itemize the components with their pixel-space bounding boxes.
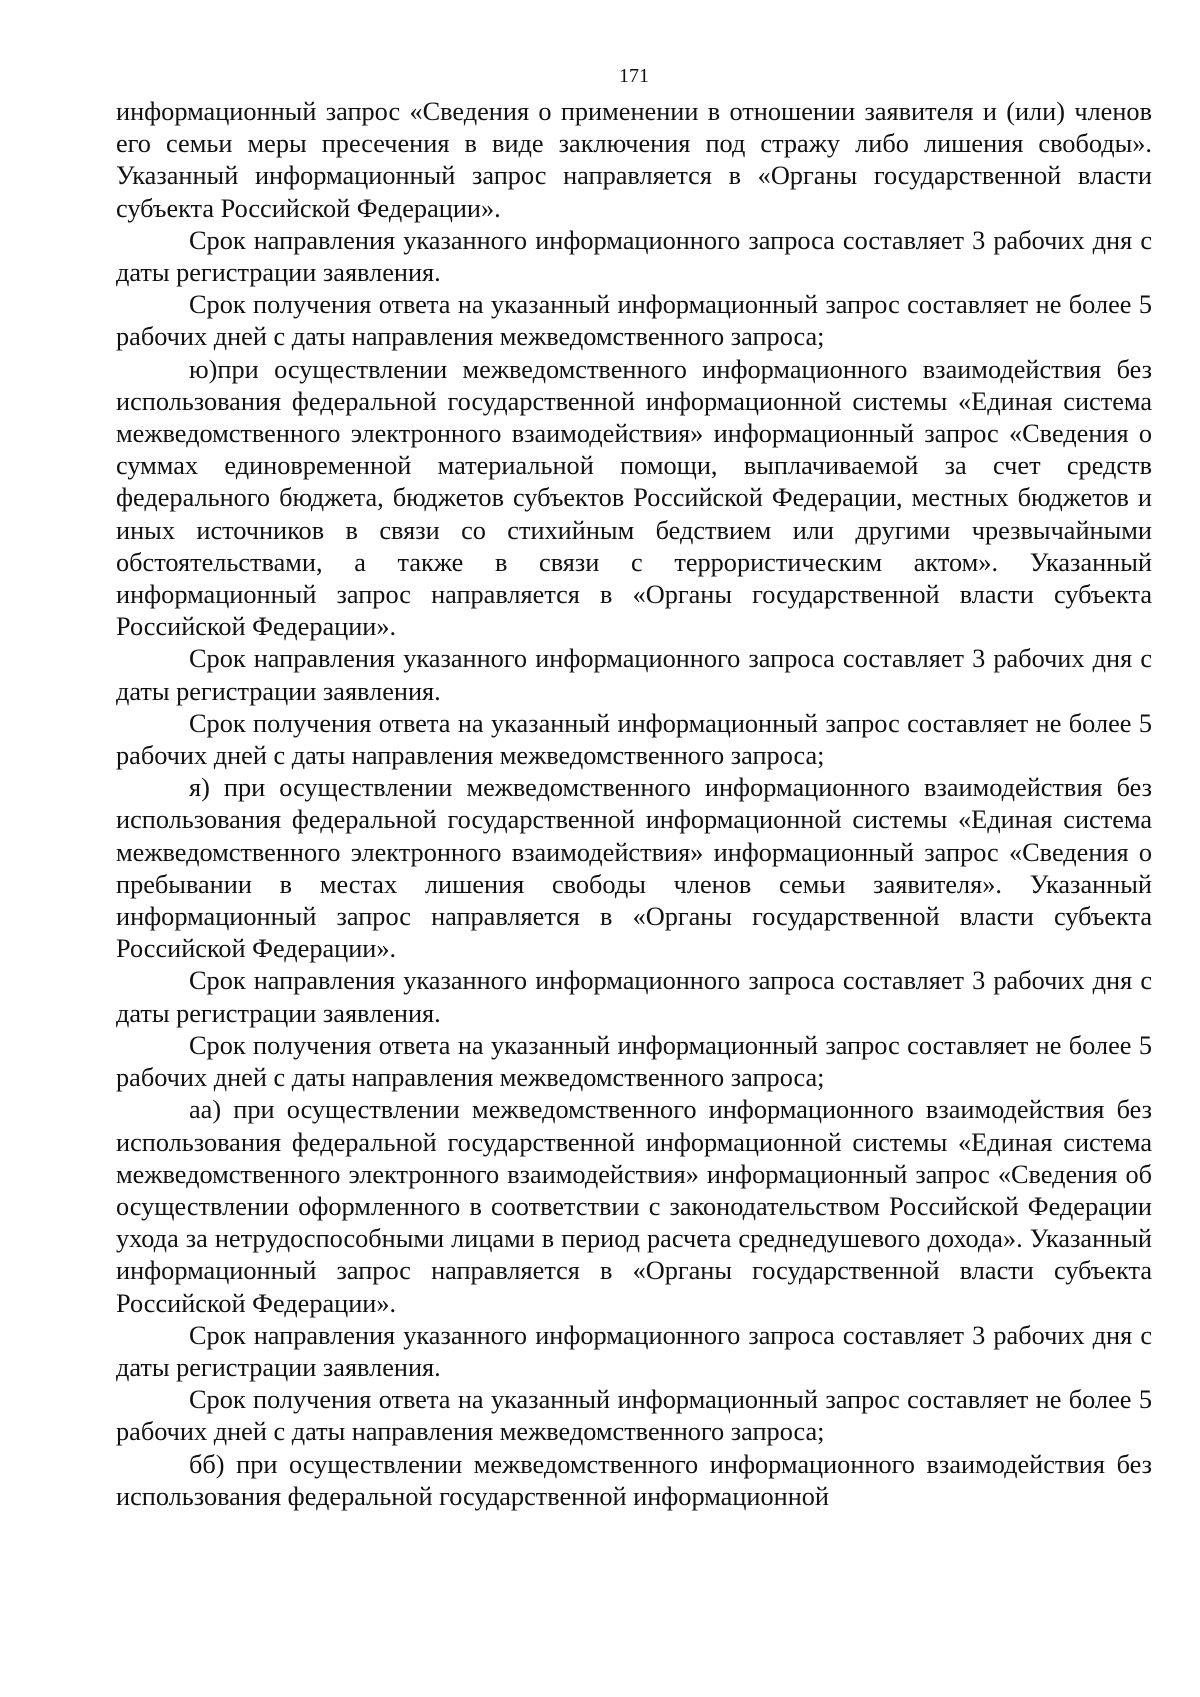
paragraph-item-yu: ю)при осуществлении межведомственного информационного взаимодействия без использования федеральной государственной информационной системы «Единая система межведомственного электронного взаимодействия» информационный запрос «Сведения о суммах единовременной материальной помощи, выплачиваемой за счет средств федерального бюджета, бюджетов субъектов Российской Федерации, местных бюджетов и иных источников в связи со стихийным бедствием или другими чрезвычайными обстоятельствами, а также в связи с террористическим актом». Указанный информационный запрос направляется в «Органы государственной власти субъекта Российской Федерации». — [116, 354, 1152, 642]
paragraph-deadline-response: Срок получения ответа на указанный информационный запрос составляет не более 5 рабочих дней с даты направления межведомственного запроса; — [116, 1030, 1152, 1093]
paragraph-item-bb: бб) при осуществлении межведомственного информационного взаимодействия без использования федеральной государственной информационной — [116, 1449, 1152, 1511]
paragraph-deadline-response: Срок получения ответа на указанный информационный запрос составляет не более 5 рабочих дней с даты направления межведомственного запроса; — [116, 1385, 1152, 1447]
paragraph-item-ya: я) при осуществлении межведомственного информационного взаимодействия без использования федеральной государственной информационной системы «Единая система межведомственного электронного взаимодействия» информационный запрос «Сведения о пребывании в местах лишения свободы членов семьи заявителя». Указанный информационный запрос направляется в «Органы государственной власти субъекта Российской Федерации». — [116, 773, 1152, 964]
paragraph-deadline-response: Срок получения ответа на указанный информационный запрос составляет не более 5 рабочих дней с даты направления межведомственного запроса; — [116, 708, 1152, 771]
paragraph-deadline-response: Срок получения ответа на указанный информационный запрос составляет не более 5 рабочих дней с даты направления межведомственного запроса; — [116, 290, 1152, 352]
document-body — [116, 96, 1152, 1513]
paragraph-deadline-send: Срок направления указанного информационного запроса составляет 3 рабочих дня с даты регистрации заявления. — [116, 225, 1152, 288]
paragraph-deadline-send: Срок направления указанного информационного запроса составляет 3 рабочих дня с даты регистрации заявления. — [116, 966, 1152, 1028]
paragraph-deadline-send: Срок направления указанного информационного запроса составляет 3 рабочих дня с даты регистрации заявления. — [116, 1320, 1152, 1382]
paragraph-item-aa: аа) при осуществлении межведомственного информационного взаимодействия без использования федеральной государственной информационной системы «Единая система межведомственного электронного взаимодействия» информационный запрос «Сведения об осуществлении оформленного в соответствии с законодательством Российской Федерации ухода за нетрудоспособными лицами в период расчета среднедушевого дохода». Указанный информационный запрос направляется в «Органы государственной власти субъекта Российской Федерации». — [116, 1095, 1152, 1318]
document-page — [116, 64, 1152, 1513]
paragraph-deadline-send: Срок направления указанного информационного запроса составляет 3 рабочих дня с даты регистрации заявления. — [116, 644, 1152, 706]
page-number: 171 — [619, 65, 649, 87]
paragraph-continuation: информационный запрос «Сведения о применении в отношении заявителя и (или) членов его семьи меры пресечения в виде заключения под стражу либо лишения свободы». Указанный информационный запрос направляется в «Органы государственной власти субъекта Российской Федерации». — [116, 97, 1152, 223]
